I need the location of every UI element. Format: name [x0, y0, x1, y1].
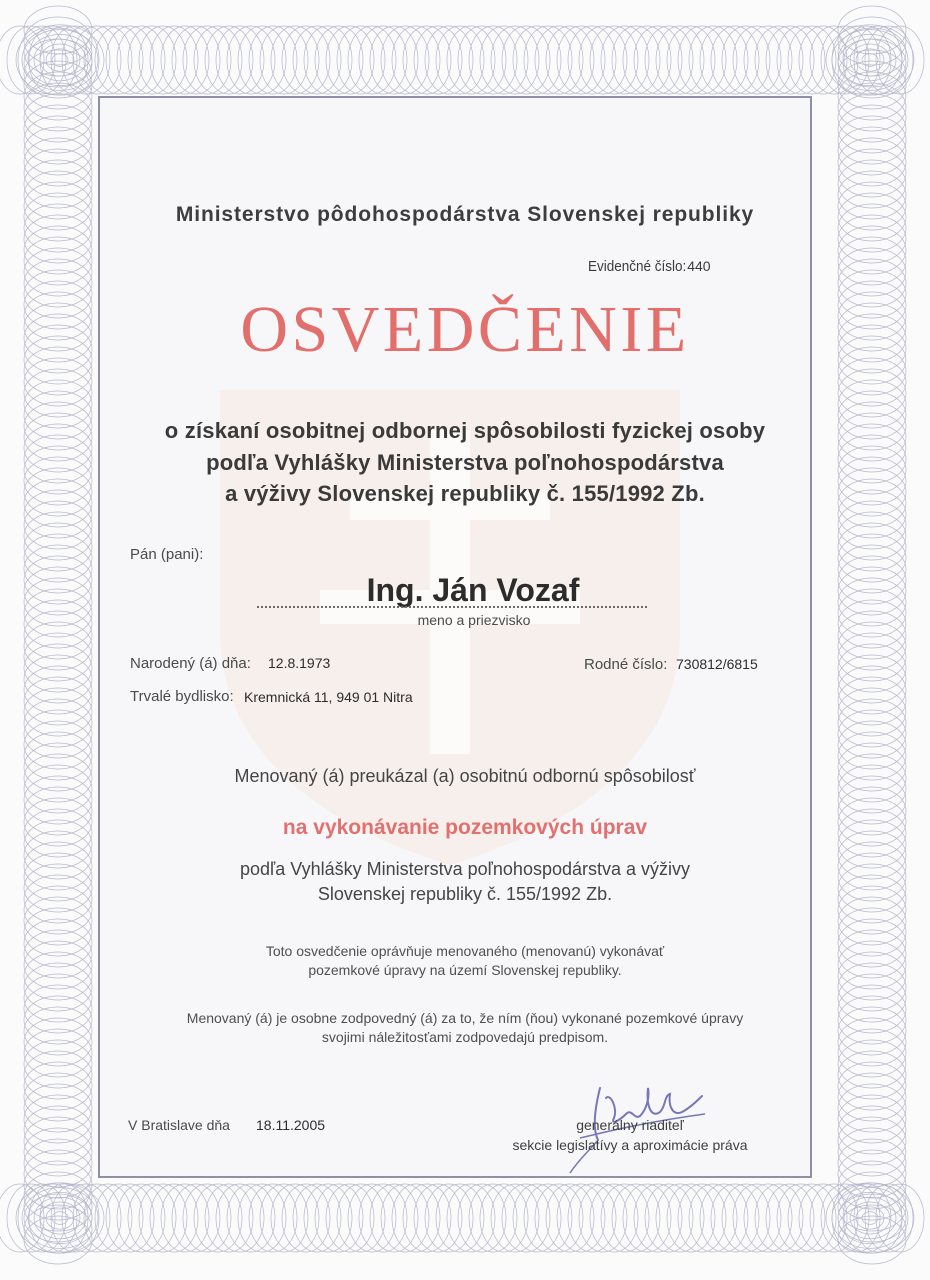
law-line-2: Slovenskej republiky č. 155/1992 Zb.: [317, 884, 613, 904]
authorization-line-1: Toto osvedčenie oprávňuje menovaného (menovanú) vykonávať: [265, 943, 665, 959]
born-value: 12.8.1973: [268, 655, 331, 671]
birth-number-value: 730812/6815: [676, 656, 758, 672]
registration-number-label: Evidenčné číslo:: [588, 258, 687, 275]
residence-label: Trvalé bydlisko:: [130, 688, 234, 705]
subtitle-line-3: a výživy Slovenskej republiky č. 155/1992 Zb.: [225, 481, 705, 506]
subtitle-line-1: o získaní osobitnej odbornej spôsobilosti fyzickej osoby: [164, 418, 766, 443]
holder-name: Ing. Ján Vozaf: [366, 572, 580, 608]
registration-number-value: 440: [687, 258, 711, 274]
signatory-title-line-1: generálny riaditeľ: [576, 1117, 684, 1133]
registration-number: [588, 258, 711, 275]
responsibility-line-2: svojimi náležitosťami zodpovedajú predpisom.: [321, 1029, 609, 1045]
name-caption: meno a priezvisko: [417, 612, 531, 628]
residence-value: Kremnická 11, 949 01 Nitra: [244, 689, 413, 705]
authorization-line-2: pozemkové úpravy na území Slovenskej republiky.: [308, 962, 622, 978]
place-label: V Bratislave dňa: [128, 1117, 230, 1133]
ministry-heading: Ministerstvo pôdohospodárstva Slovenskej republiky: [175, 203, 755, 226]
law-line-1: podľa Vyhlášky Ministerstva poľnohospodárstva a výživy: [239, 859, 691, 879]
salutation-label: Pán (pani):: [130, 546, 204, 563]
qualification-text: na vykonávanie pozemkových úprav: [282, 816, 648, 839]
subtitle-line-2: podľa Vyhlášky Ministerstva poľnohospodárstva: [206, 450, 724, 475]
signatory-title-line-2: sekcie legislatívy a aproximácie práva: [512, 1137, 748, 1153]
statement-text: Menovaný (á) preukázal (a) osobitnú odbornú spôsobilosť: [234, 766, 696, 786]
birth-number-label: Rodné číslo:: [584, 656, 668, 673]
certificate-title: OSVEDČENIE: [240, 293, 690, 366]
born-label: Narodený (á) dňa:: [130, 655, 251, 672]
name-dotted-line: [257, 606, 647, 608]
issue-date: 18.11.2005: [256, 1117, 326, 1133]
responsibility-line-1: Menovaný (á) je osobne zodpovedný (á) za to, že ním (ňou) vykonané pozemkové úpravy: [186, 1010, 744, 1026]
